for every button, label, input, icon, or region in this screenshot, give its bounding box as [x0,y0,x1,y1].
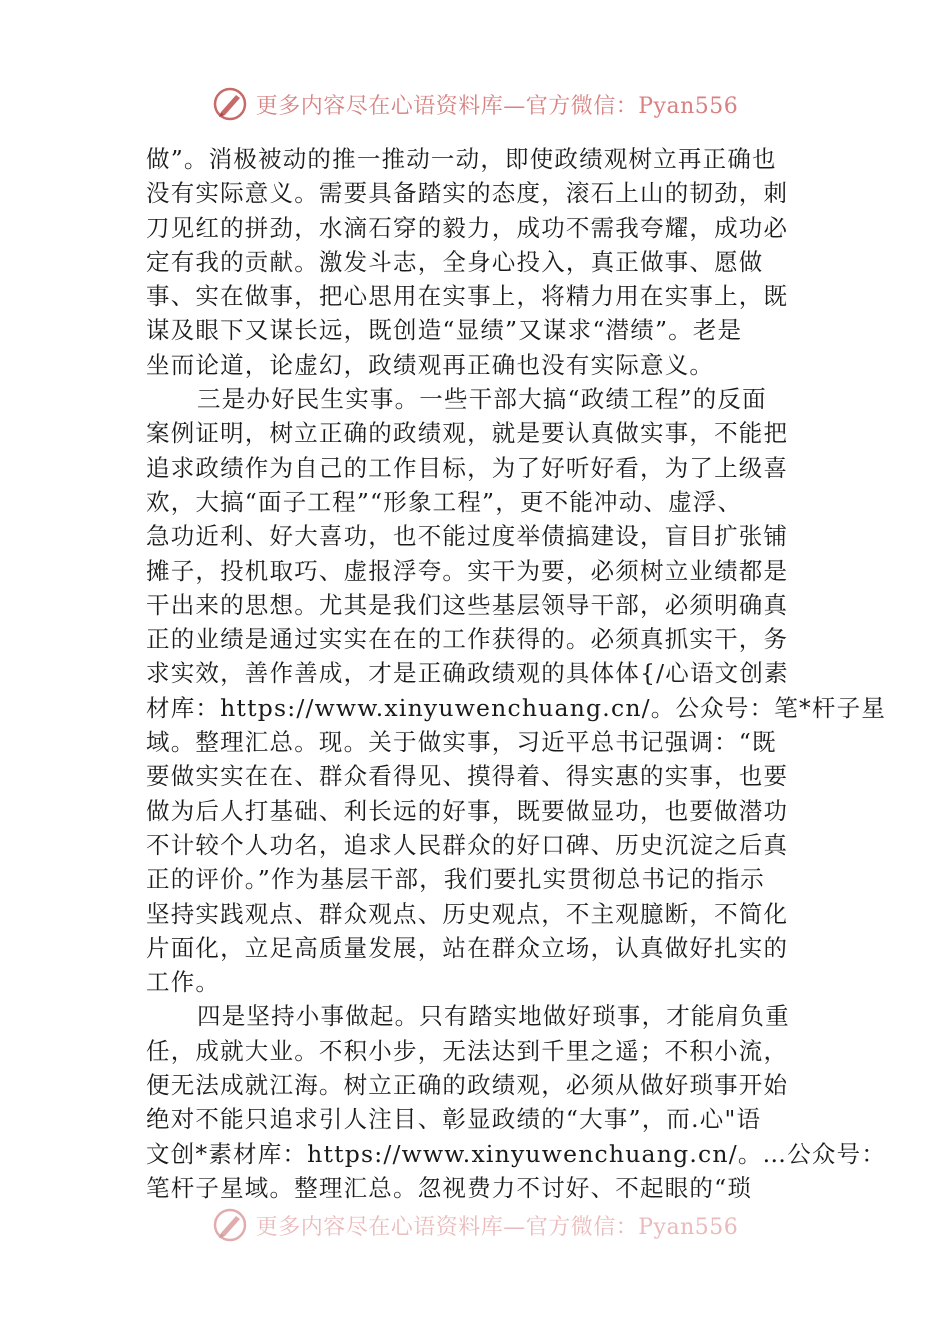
text-line: 案例证明，树立正确的政绩观，就是要认真做实事，不能把 [146,419,789,448]
text-line: 任，成就大业。不积小步，无法达到千里之遥；不积小流， [146,1036,789,1065]
text-line: 急功近利、好大喜功，也不能过度举债搞建设，盲目扩张铺 [146,522,789,551]
text-line: 绝对不能只追求引人注目、彰显政绩的“大事”，而.心"语 [146,1105,762,1134]
text-line: 文创*素材库：https://www.xinyuwenchuang.cn/。…公众号： [146,1139,887,1168]
text-line: 材库：https://www.xinyuwenchuang.cn/。公众号：笔*杆子星 [146,693,887,722]
text-line: 谋及眼下又谋长远，既创造“显绩”又谋求“潜绩”。老是 [146,316,743,345]
text-line: 坚持实践观点、群众观点、历史观点，不主观臆断，不简化 [146,899,789,928]
text-line: 求实效，善作善成，才是正确政绩观的具体体{/心语文创素 [146,659,789,688]
paragraph-start-line: 三是办好民生实事。一些干部大搞“政绩工程”的反面 [197,385,767,414]
text-line: 做为后人打基础、利长远的好事，既要做显功，也要做潜功 [146,796,789,825]
text-line: 不计较个人功名，追求人民群众的好口碑、历史沉淀之后真 [146,830,789,859]
text-line: 追求政绩作为自己的工作目标，为了好听好看，为了上级喜 [146,453,789,482]
paragraph-start-line: 四是坚持小事做起。只有踏实地做好琐事，才能肩负重 [197,1002,790,1031]
text-line: 事、实在做事，把心思用在实事上，将精力用在实事上，既 [146,282,789,311]
text-line: 域。整理汇总。现。关于做实事，习近平总书记强调：“既 [146,728,777,757]
watermark-text: 更多内容尽在心语资料库—官方微信：Pyan556 [255,1214,739,1240]
text-line: 做”。消极被动的推一推动一动，即使政绩观树立再正确也 [146,145,777,173]
text-line: 片面化，立足高质量发展，站在群众立场，认真做好扎实的 [146,933,789,962]
text-line: 正的业绩是通过实实在在的工作获得的。必须真抓实干，务 [146,625,789,654]
text-line: 工作。 [146,968,221,997]
text-line: 干出来的思想。尤其是我们这些基层领导干部，必须明确真 [146,590,789,619]
text-line: 正的评价。”作为基层干部，我们要扎实贯彻总书记的指示 [146,865,765,894]
watermark-text: 更多内容尽在心语资料库—官方微信：Pyan556 [255,93,739,119]
document-body [146,142,887,1205]
footer-watermark [0,1205,950,1245]
text-line: 要做实实在在、群众看得见、摸得着、得实惠的实事，也要 [146,762,789,791]
header-watermark [0,84,950,124]
text-line: 坐而论道，论虚幻，政绩观再正确也没有实际意义。 [146,350,715,379]
pen-logo-icon [212,86,248,122]
text-line: 定有我的贡献。激发斗志，全身心投入，真正做事、愿做 [146,247,764,276]
text-line: 欢，大搞“面子工程”“形象工程”，更不能冲动、虚浮、 [146,487,743,516]
text-line: 刀见红的拼劲，水滴石穿的毅力，成功不需我夸耀，成功必 [146,213,789,242]
text-line: 便无法成就江海。树立正确的政绩观，必须从做好琐事开始 [146,1071,789,1100]
text-line: 没有实际意义。需要具备踏实的态度，滚石上山的韧劲，刺 [146,179,789,208]
text-line: 摊子，投机取巧、虚报浮夸。实干为要，必须树立业绩都是 [146,556,789,585]
text-line: 笔杆子星域。整理汇总。忽视费力不讨好、不起眼的“琐 [146,1173,753,1202]
pen-logo-icon [212,1207,248,1243]
